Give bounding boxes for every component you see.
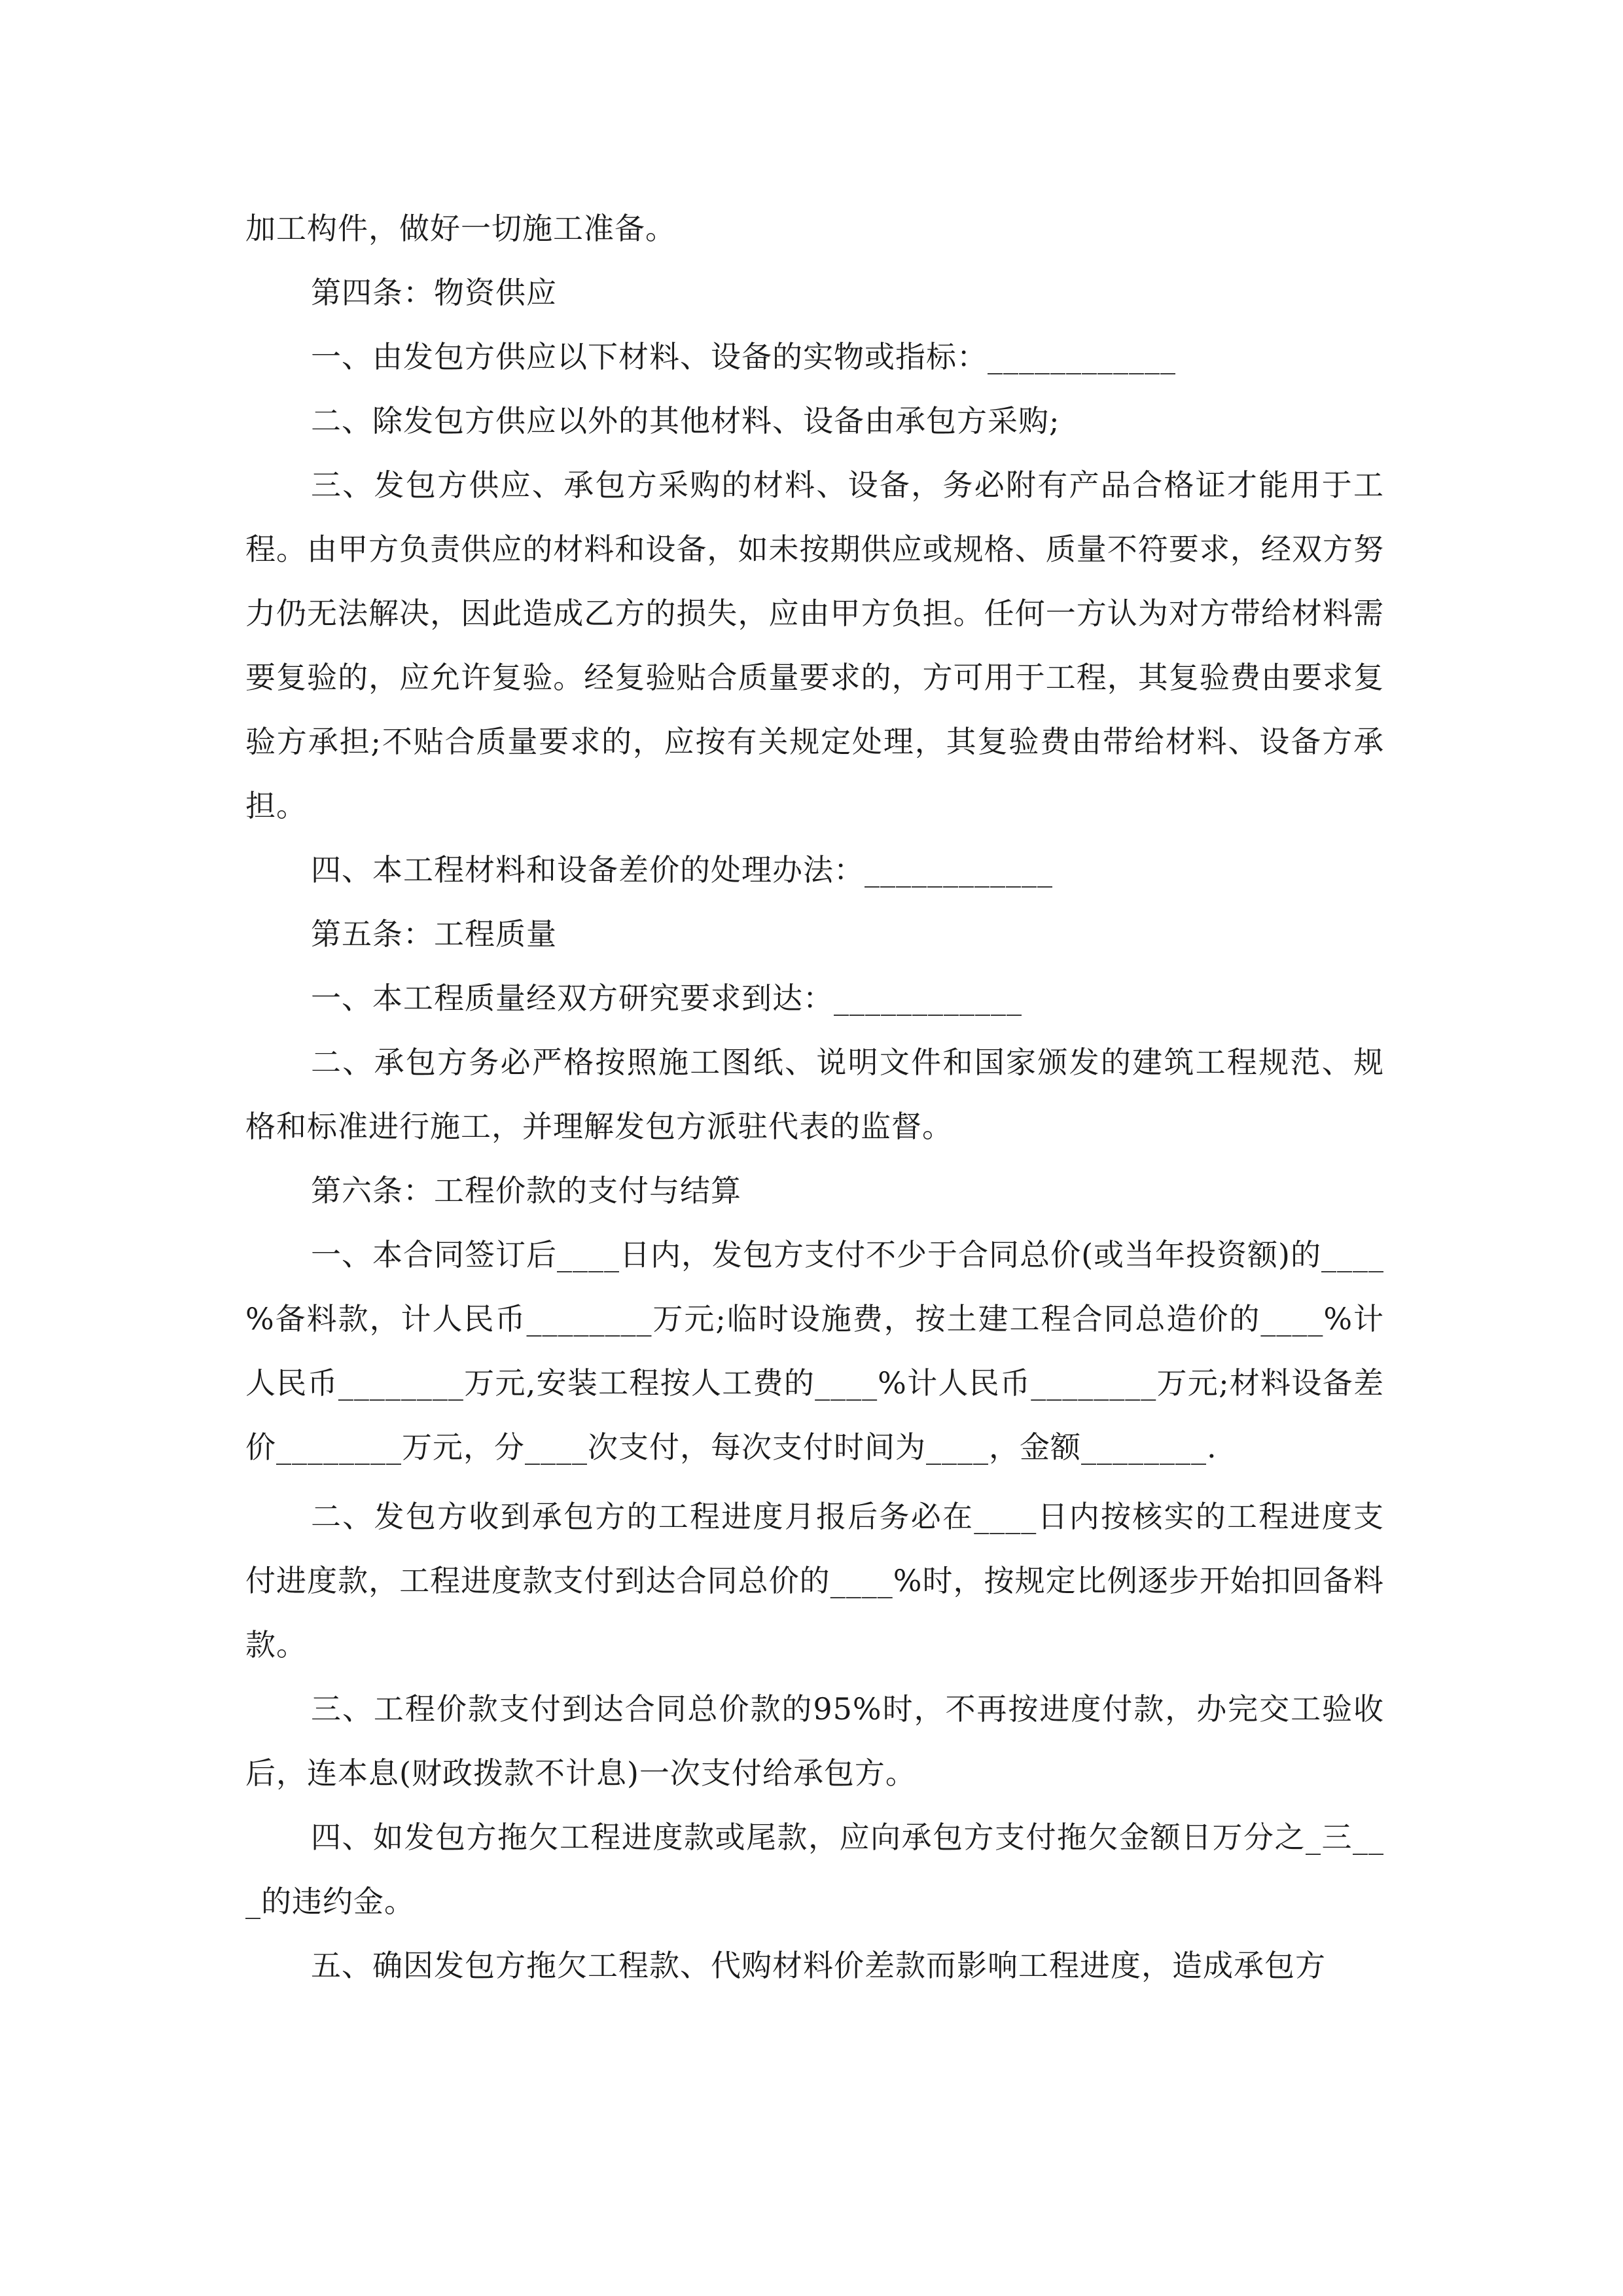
article-5-clause-1: 一、本工程质量经双方研究要求到达：____________ [311,980,1022,1016]
article-6-clause-3: 三、工程价款支付到达合同总价款的95%时，不再按进度付款，办完交工验收后，连本息(财政拨款不计息)一次支付给承包方。 [245,1691,1384,1791]
article-6-clause-2: 二、发包方收到承包方的工程进度月报后务必在____日内按核实的工程进度支付进度款，工程进度款支付到达合同总价的____%时，按规定比例逐步开始扣回备料款。 [245,1499,1384,1662]
article-6-heading: 第六条：工程价款的支付与结算 [311,1173,741,1208]
paragraph-continuation: 加工构件，做好一切施工准备。 [245,211,676,246]
article-5-heading: 第五条：工程质量 [311,916,557,952]
article-4-clause-3: 三、发包方供应、承包方采购的材料、设备，务必附有产品合格证才能用于工程。由甲方负责供应的材料和设备，如未按期供应或规格、质量不符要求，经双方努力仍无法解决，因此造成乙方的损失，应由甲方负担。任何一方认为对方带给材料需要复验的，应允许复验。经复验贴合质量要求的，方可用于工程，其复验费由要求复验方承担;不贴合质量要求的，应按有关规定处理，其复验费由带给材料、设备方承担。 [245,467,1384,823]
article-4-clause-1: 一、由发包方供应以下材料、设备的实物或指标：____________ [311,339,1176,374]
article-6-clause-1: 一、本合同签订后____日内，发包方支付不少于合同总价(或当年投资额)的____%备料款，计人民币________万元;临时设施费，按土建工程合同总造价的____%计人民币________万元,安装工程按人工费的____%计人民币________万元;材料设备差价________万元，分____次支付，每次支付时间为____，金额________. [245,1237,1384,1465]
contract-body [245,196,1384,1998]
article-6-clause-4: 四、如发包方拖欠工程进度款或尾款，应向承包方支付拖欠金额日万分之_三___的违约金。 [245,1820,1384,1919]
article-4-heading: 第四条：物资供应 [311,275,557,310]
article-5-clause-2: 二、承包方务必严格按照施工图纸、说明文件和国家颁发的建筑工程规范、规格和标准进行施工，并理解发包方派驻代表的监督。 [245,1045,1384,1144]
article-4-clause-2: 二、除发包方供应以外的其他材料、设备由承包方采购; [311,403,1060,439]
article-4-clause-4: 四、本工程材料和设备差价的处理办法：____________ [311,852,1053,888]
article-6-clause-5: 五、确因发包方拖欠工程款、代购材料价差款而影响工程进度，造成承包方 [311,1948,1326,1983]
